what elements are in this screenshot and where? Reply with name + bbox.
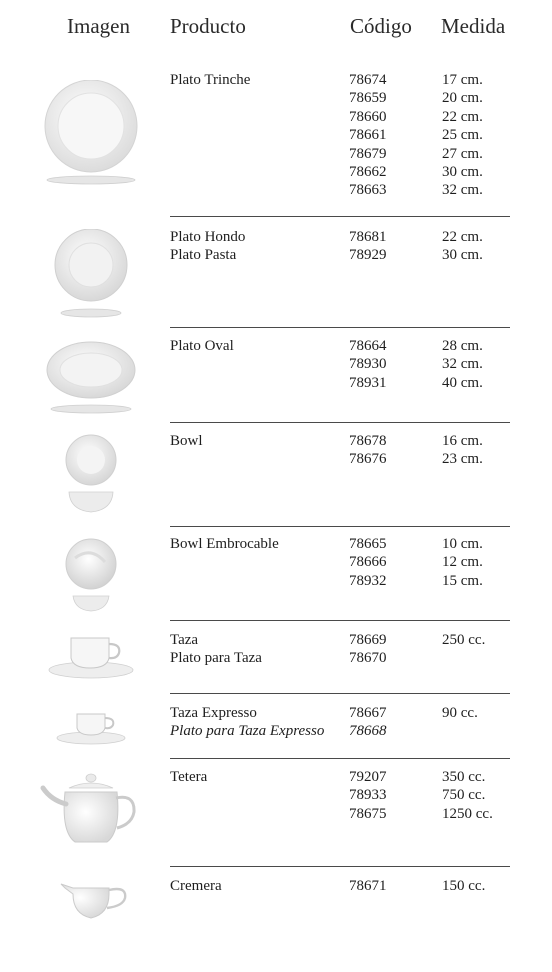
product-size: 27 cm.: [442, 145, 483, 162]
product-code: 78933: [349, 787, 387, 804]
espresso-cup-icon: [35, 708, 147, 748]
product-code: 78931: [349, 374, 387, 391]
product-size: 250 cc.: [442, 632, 486, 648]
row-divider: [170, 216, 510, 217]
row-divider: [170, 758, 510, 759]
product-code: 78661: [349, 127, 387, 144]
product-size: 350 cc.: [442, 769, 486, 785]
cup-and-saucer-icon: [35, 632, 147, 682]
product-name: Plato para Taza Expresso: [170, 723, 325, 740]
product-code: 78664: [349, 338, 387, 354]
product-code: 78665: [349, 536, 387, 552]
product-size: 40 cm.: [442, 374, 483, 391]
dinner-plate-icon: [35, 80, 147, 190]
row-divider: [170, 620, 510, 621]
soup-plate-icon: [35, 229, 147, 321]
product-name: Cremera: [170, 878, 222, 894]
product-size: 17 cm.: [442, 72, 483, 88]
product-size: 32 cm.: [442, 356, 483, 373]
product-name: Taza: [170, 632, 199, 648]
stackable-bowl-icon: [35, 538, 147, 614]
creamer-icon: [35, 878, 147, 922]
row-divider: [170, 327, 510, 328]
product-code: 78670: [349, 650, 387, 667]
product-code: 78679: [349, 145, 387, 162]
row-divider: [170, 422, 510, 423]
product-size: 750 cc.: [442, 787, 486, 804]
product-name: Taza Expresso: [170, 705, 257, 721]
product-code: 78676: [349, 451, 387, 468]
product-code: 78671: [349, 878, 387, 894]
product-size: 32 cm.: [442, 182, 483, 199]
product-code: 78932: [349, 572, 387, 589]
product-name: Plato Pasta: [170, 247, 237, 264]
product-code: 78660: [349, 108, 387, 125]
header-producto: Producto: [170, 14, 246, 38]
product-size: 22 cm.: [442, 229, 483, 245]
product-code: 78669: [349, 632, 387, 648]
product-name: Plato para Taza: [170, 650, 262, 667]
header-imagen: Imagen: [67, 14, 130, 38]
product-size: 90 cc.: [442, 705, 478, 721]
product-name: Plato Trinche: [170, 72, 251, 88]
product-size: 12 cm.: [442, 554, 483, 571]
product-code: 78675: [349, 805, 387, 822]
product-size: 10 cm.: [442, 536, 483, 552]
product-size: 150 cc.: [442, 878, 486, 894]
product-size: 20 cm.: [442, 90, 483, 107]
product-code: 78666: [349, 554, 387, 571]
oval-platter-icon: [35, 340, 147, 416]
teapot-icon: [35, 772, 147, 850]
product-code: 78678: [349, 433, 387, 449]
product-code: 78929: [349, 247, 387, 264]
product-name: Bowl: [170, 433, 203, 449]
row-divider: [170, 693, 510, 694]
product-code: 79207: [349, 769, 387, 785]
product-code: 78930: [349, 356, 387, 373]
product-size: 22 cm.: [442, 108, 483, 125]
product-name: Tetera: [170, 769, 208, 785]
product-name: Plato Oval: [170, 338, 234, 354]
product-code: 78662: [349, 164, 387, 181]
product-code: 78674: [349, 72, 387, 88]
header-codigo: Código: [350, 14, 412, 38]
bowl-icon: [35, 434, 147, 520]
product-size: 25 cm.: [442, 127, 483, 144]
product-size: 28 cm.: [442, 338, 483, 354]
product-size: 30 cm.: [442, 247, 483, 264]
product-code: 78681: [349, 229, 387, 245]
product-code: 78668: [349, 723, 387, 740]
product-size: 23 cm.: [442, 451, 483, 468]
product-code: 78663: [349, 182, 387, 199]
row-divider: [170, 866, 510, 867]
header-medida: Medida: [441, 14, 506, 38]
product-code: 78659: [349, 90, 387, 107]
product-size: 30 cm.: [442, 164, 483, 181]
product-size: 16 cm.: [442, 433, 483, 449]
product-code: 78667: [349, 705, 387, 721]
product-name: Plato Hondo: [170, 229, 246, 245]
product-size: 1250 cc.: [442, 805, 493, 822]
product-name: Bowl Embrocable: [170, 536, 279, 552]
product-size: 15 cm.: [442, 572, 483, 589]
row-divider: [170, 526, 510, 527]
